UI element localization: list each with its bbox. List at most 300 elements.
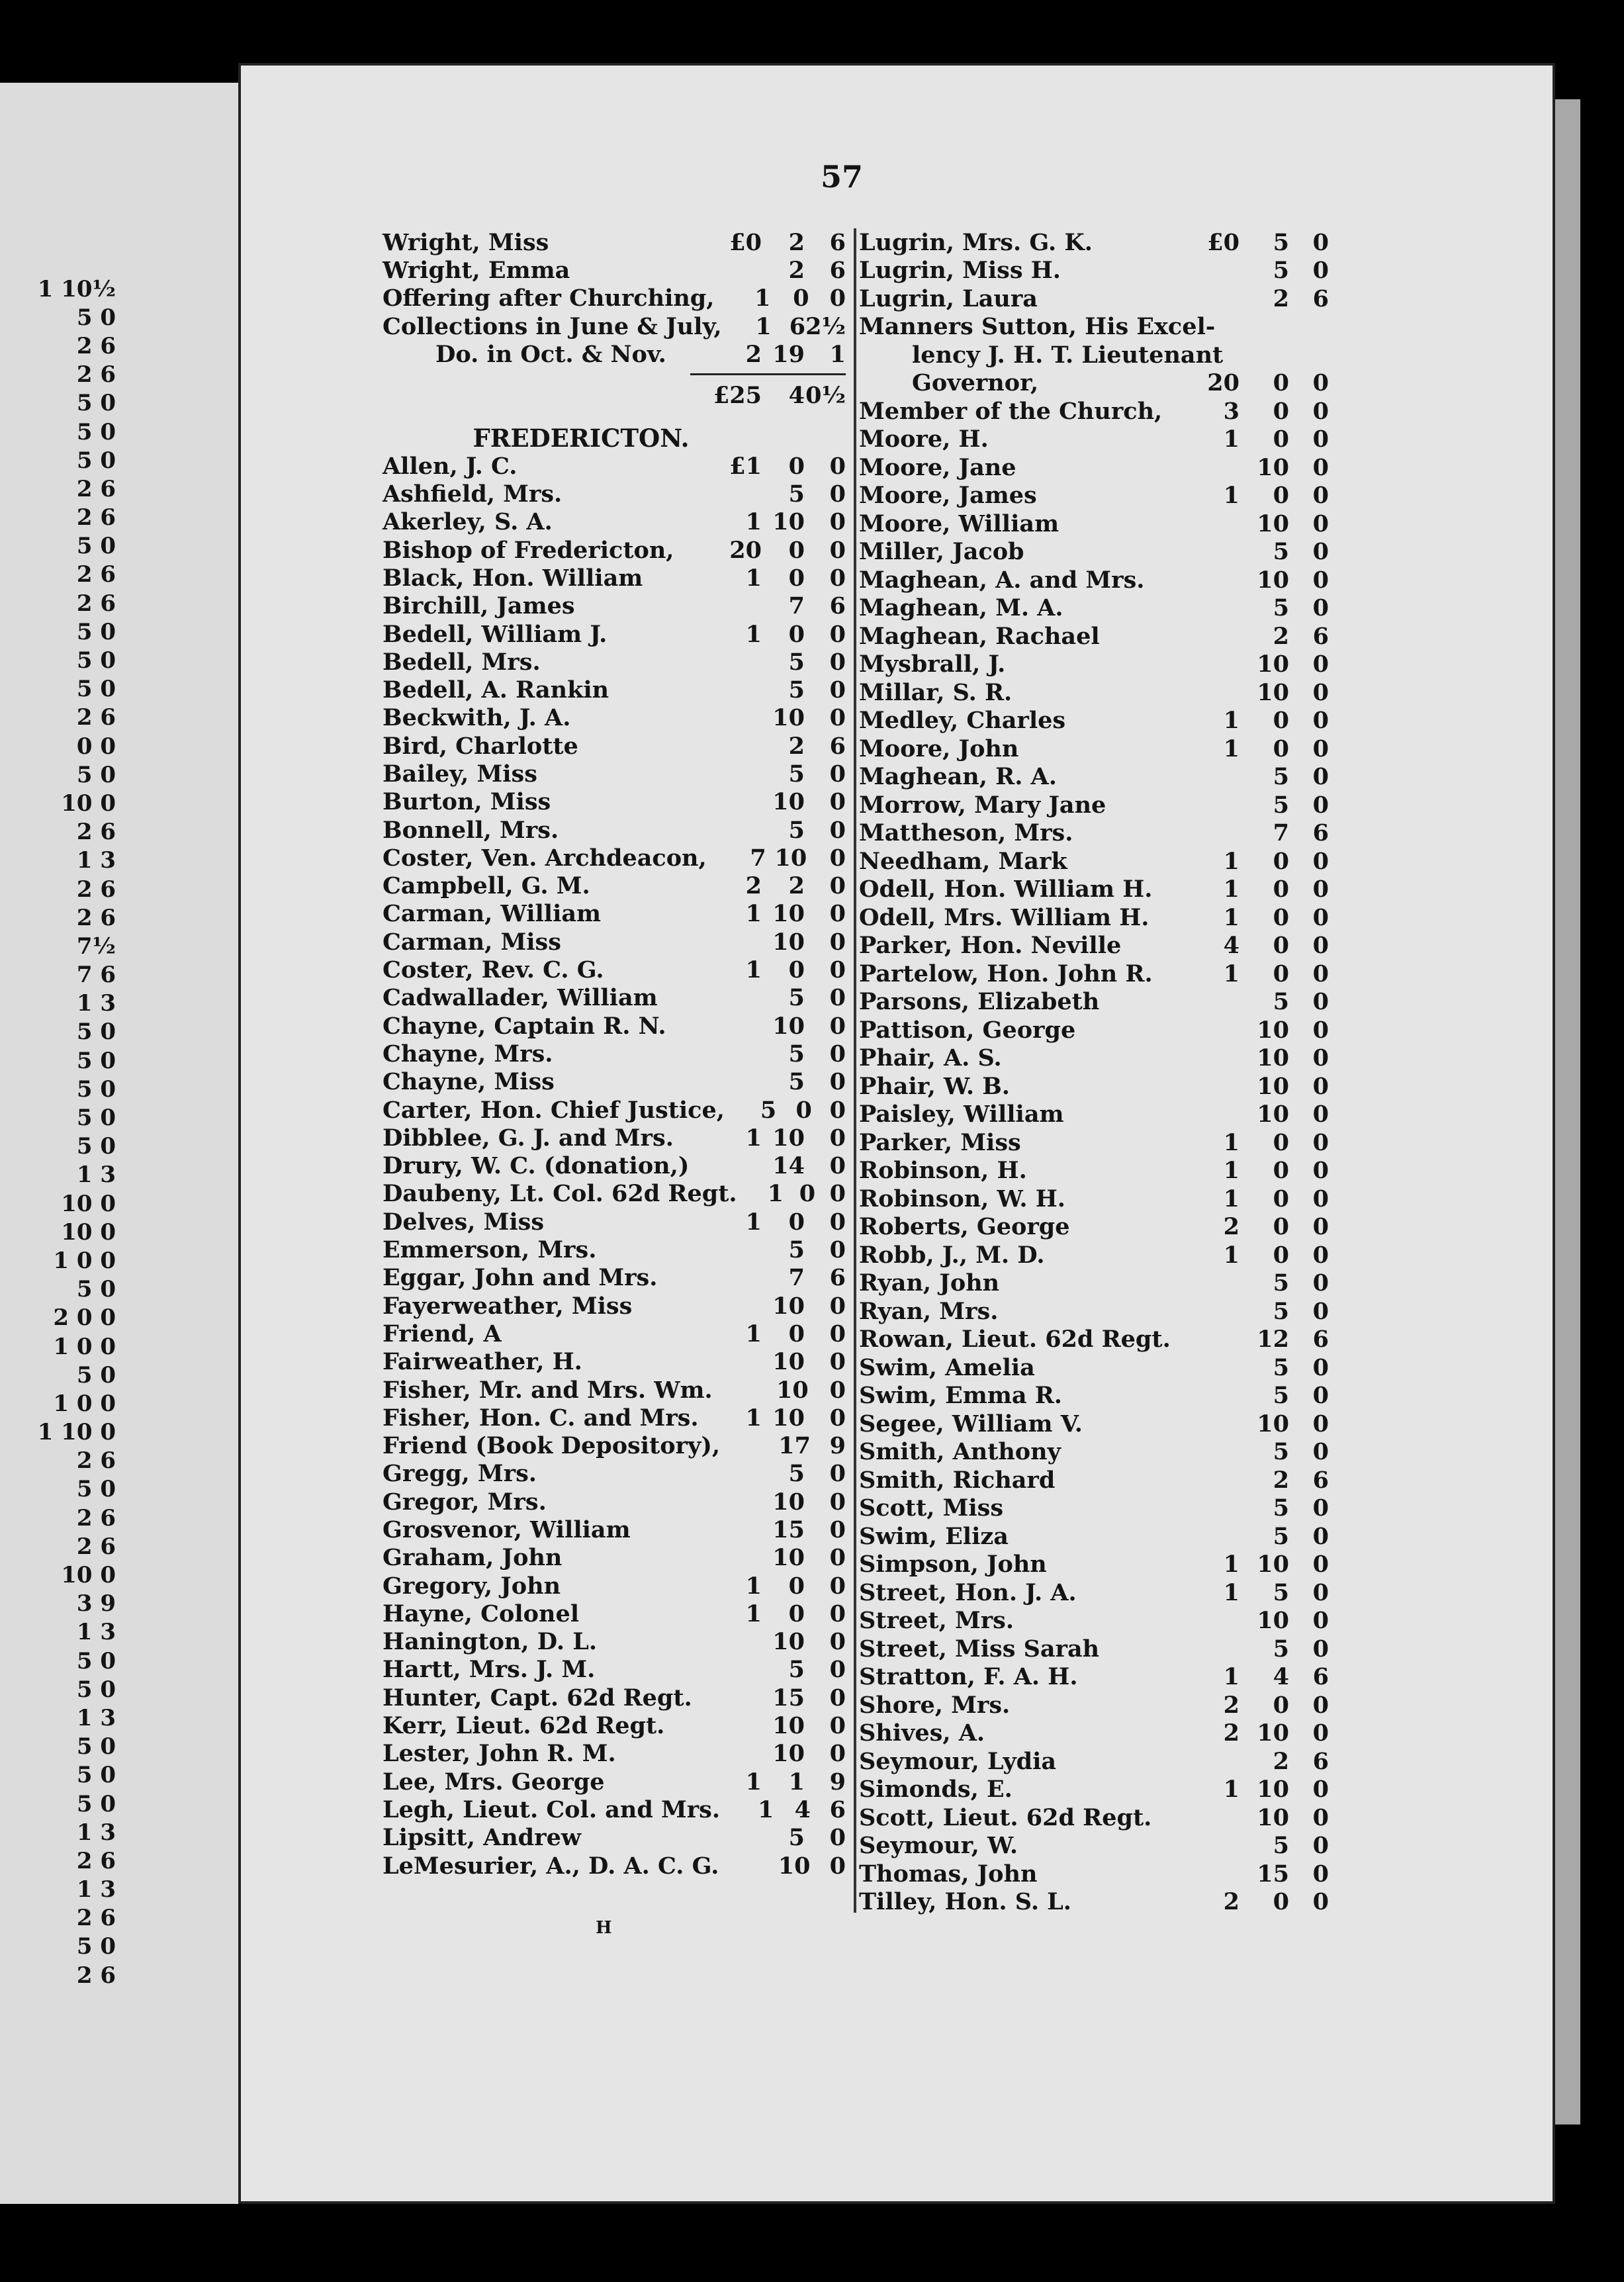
- subscriber-row: [383, 1824, 846, 1852]
- amount-shillings: 10: [772, 1488, 805, 1516]
- amount-shillings: 10: [774, 844, 807, 872]
- amount-pounds: £0: [1207, 228, 1240, 256]
- amount-shillings: 14: [772, 1152, 805, 1180]
- subscriber-name: Odell, Mrs. William H.: [859, 903, 1150, 931]
- subscriber-row: [859, 482, 1329, 510]
- subscriber-name: LeMesurier, A., D. A. C. G.: [383, 1852, 719, 1880]
- amount-shillings: 0: [1273, 960, 1289, 987]
- amount-pence: 0: [1312, 707, 1329, 735]
- subscriber-row: [859, 1410, 1329, 1438]
- left-page-amount: 1 0 0: [53, 1247, 116, 1274]
- left-page-amount: 5 0: [76, 304, 116, 331]
- subscriber-name: Needham, Mark: [859, 847, 1067, 875]
- subscriber-name: Ryan, John: [859, 1269, 1000, 1297]
- left-page-amount: 5 0: [76, 676, 116, 703]
- subscriber-row: [383, 956, 846, 983]
- subscriber-row: [859, 1326, 1329, 1354]
- amount-pence: 0: [1312, 678, 1329, 706]
- left-page-amount: 1 10½: [37, 275, 116, 302]
- amount-shillings: 4: [788, 382, 805, 410]
- subscriber-name: Fisher, Hon. C. and Mrs.: [383, 1404, 699, 1432]
- amount-pence: 0: [829, 1404, 846, 1432]
- subscriber-row: [859, 1691, 1329, 1719]
- amount-pounds: 2: [1223, 1691, 1240, 1719]
- amount-shillings: 10: [772, 1348, 805, 1376]
- amount-pounds: £1: [729, 452, 762, 480]
- amount-shillings: 10: [1257, 1803, 1289, 1831]
- amount-pence: 0: [1312, 566, 1329, 594]
- subscriber-name: Moore, James: [859, 482, 1037, 510]
- subscriber-row: [383, 1768, 846, 1796]
- subscriber-row: [383, 1124, 846, 1152]
- amount-shillings: 0: [795, 1096, 812, 1124]
- subscriber-row: [383, 844, 846, 872]
- amount-pence: 0: [829, 1236, 846, 1264]
- amount-shillings: 5: [1273, 763, 1289, 791]
- spacer: [383, 410, 846, 424]
- subscriber-name: Moore, Jane: [859, 453, 1016, 481]
- left-page-amount: 1 3: [76, 847, 116, 874]
- amount-shillings: 10: [1257, 1551, 1289, 1578]
- amount-shillings: 7: [1273, 819, 1289, 847]
- amount-pence: 0: [829, 1152, 846, 1180]
- amount-shillings: 10: [772, 508, 805, 536]
- subscriber-row: [383, 1236, 846, 1263]
- left-page-amount: 5 0: [76, 1647, 116, 1674]
- subscriber-name: Maghean, Rachael: [859, 622, 1100, 650]
- left-page-amount: 5 0: [76, 618, 116, 645]
- subscriber-name: Moore, William: [859, 510, 1060, 537]
- amount-pence: 0: [1312, 1635, 1329, 1663]
- amount-pounds: 1: [1223, 847, 1240, 875]
- left-page-amount: 10 0: [61, 790, 116, 817]
- amount-shillings: 0: [1273, 426, 1289, 453]
- left-page-amount: 1 3: [76, 1162, 116, 1189]
- amount-pence: 0: [1312, 538, 1329, 566]
- amount-pounds: 1: [745, 620, 762, 648]
- subscriber-row: [859, 1663, 1329, 1692]
- total-rule: [383, 368, 846, 381]
- subscriber-list-left: [383, 228, 846, 1880]
- amount-shillings: 10: [1257, 1101, 1289, 1128]
- amount-pence: 0: [829, 872, 846, 900]
- subscriber-row: [383, 285, 846, 312]
- left-page-amount: 5 0: [76, 1075, 116, 1103]
- subscriber-name: Thomas, John: [859, 1860, 1038, 1888]
- left-page-amount: 2 6: [76, 504, 116, 531]
- amount-shillings: 0: [799, 1180, 816, 1208]
- subscriber-name: Governor,: [912, 369, 1039, 397]
- subscriber-row: [383, 1404, 846, 1432]
- subscriber-row: [859, 285, 1329, 313]
- subscriber-row: [859, 763, 1329, 792]
- amount-shillings: 0: [1273, 1128, 1289, 1156]
- left-page-amount: 1 3: [76, 1876, 116, 1903]
- amount-shillings: 0: [1273, 847, 1289, 875]
- subscriber-row: [859, 1241, 1329, 1269]
- subscriber-row: [859, 1128, 1329, 1157]
- amount-pence: 0: [829, 1740, 846, 1768]
- amount-pounds: 2: [1223, 1719, 1240, 1747]
- amount-shillings: 10: [1257, 1044, 1289, 1072]
- amount-pounds: 1: [745, 956, 762, 984]
- amount-shillings: 0: [788, 1320, 805, 1347]
- subscriber-row: [859, 1578, 1329, 1607]
- amount-shillings: 5: [788, 984, 805, 1012]
- subscriber-name: Bedell, Mrs.: [383, 648, 541, 676]
- subscriber-row: [859, 960, 1329, 988]
- amount-pence: 0: [1312, 735, 1329, 762]
- subscriber-name: Street, Hon. J. A.: [859, 1578, 1077, 1606]
- subscriber-row: [383, 536, 846, 564]
- amount-pence: 0: [829, 1712, 846, 1740]
- subscriber-name: Daubeny, Lt. Col. 62d Regt.: [383, 1180, 737, 1208]
- subscriber-row: [859, 1832, 1329, 1860]
- subscriber-name: Odell, Hon. William H.: [859, 876, 1153, 903]
- subscriber-name: Dibblee, G. J. and Mrs.: [383, 1124, 674, 1152]
- subscriber-row: [383, 1068, 846, 1096]
- left-page-amount: 0 0: [76, 733, 116, 760]
- subscriber-name: Swim, Eliza: [859, 1522, 1009, 1550]
- subscriber-row: [859, 1269, 1329, 1298]
- subscriber-row: [383, 760, 846, 788]
- left-page-amount: 2 6: [76, 1504, 116, 1531]
- subscriber-row: [859, 1297, 1329, 1326]
- left-page-amount: 2 6: [76, 1447, 116, 1475]
- subscriber-name: Black, Hon. William: [383, 564, 643, 592]
- amount-pounds: 2: [1223, 1213, 1240, 1241]
- subscriber-row: [383, 1012, 846, 1040]
- amount-shillings: 0: [1273, 735, 1289, 762]
- subscriber-row: [383, 1096, 846, 1124]
- amount-pounds: 1: [1223, 903, 1240, 931]
- amount-shillings: 0: [1273, 1888, 1289, 1916]
- subscriber-name: Kerr, Lieut. 62d Regt.: [383, 1712, 665, 1740]
- amount-pence: 0: [829, 1292, 846, 1320]
- left-page-amount: 2 6: [76, 1847, 116, 1874]
- left-page-amount: 1 0 0: [53, 1390, 116, 1417]
- left-page-amount: 5 0: [76, 1733, 116, 1760]
- subscriber-row: [859, 1747, 1329, 1776]
- subscriber-name: Coster, Rev. C. G.: [383, 956, 604, 984]
- subscriber-name: Robinson, W. H.: [859, 1185, 1065, 1212]
- subscriber-row: [383, 704, 846, 732]
- subscriber-row: [383, 1488, 846, 1516]
- amount-pounds: 2: [745, 340, 762, 368]
- amount-pence: 0: [1312, 791, 1329, 819]
- subscriber-row: [859, 1016, 1329, 1044]
- subscriber-row: [383, 732, 846, 760]
- amount-shillings: 10: [1257, 566, 1289, 594]
- amount-pence: 0: [829, 900, 846, 928]
- amount-pence: 0: [829, 928, 846, 956]
- subscriber-row: [859, 1860, 1329, 1888]
- left-page-amount: 2 6: [76, 561, 116, 588]
- amount-pounds: 1: [745, 1768, 762, 1796]
- subscriber-name: Wright, Miss: [383, 228, 549, 256]
- amount-shillings: 0: [1273, 369, 1289, 397]
- subscriber-name: Collections in June & July,: [383, 312, 722, 340]
- left-page-amount: 1 3: [76, 990, 116, 1017]
- amount-shillings: 5: [788, 1460, 805, 1488]
- amount-shillings: 15: [1257, 1860, 1289, 1888]
- subscriber-row: [383, 1292, 846, 1320]
- subscriber-row: [383, 228, 846, 256]
- subscriber-name: Bishop of Fredericton,: [383, 536, 674, 564]
- subscriber-row: [383, 564, 846, 592]
- subscriber-name: Bonnell, Mrs.: [383, 816, 559, 844]
- amount-pence: 0: [1312, 369, 1329, 397]
- subscriber-name: Emmerson, Mrs.: [383, 1236, 597, 1264]
- amount-shillings: 0: [1273, 1241, 1289, 1269]
- left-page-amounts: [0, 275, 116, 1989]
- amount-pence: 0: [1312, 988, 1329, 1016]
- amount-shillings: 5: [788, 1068, 805, 1096]
- amount-shillings: 5: [1273, 538, 1289, 566]
- amount-pence: 0: [829, 1376, 846, 1404]
- amount-shillings: 15: [772, 1684, 805, 1712]
- amount-pounds: 1: [745, 900, 762, 928]
- left-page-amount: 5 0: [76, 761, 116, 788]
- subscriber-name: Bailey, Miss: [383, 760, 537, 788]
- amount-shillings: 0: [1273, 397, 1289, 425]
- amount-pence: 0: [1312, 1269, 1329, 1297]
- amount-pence: 6: [829, 732, 846, 760]
- amount-pence: 0: [829, 648, 846, 676]
- amount-shillings: 5: [1273, 257, 1289, 285]
- amount-pence: 2½: [805, 312, 846, 340]
- amount-shillings: 5: [1273, 1522, 1289, 1550]
- amount-shillings: 2: [1273, 622, 1289, 650]
- amount-pence: 0: [829, 704, 846, 732]
- subscriber-row: [383, 312, 846, 340]
- amount-pounds: 1: [767, 1180, 784, 1208]
- amount-pence: 0: [1312, 1353, 1329, 1381]
- amount-shillings: 0: [788, 1600, 805, 1627]
- subscriber-name: Chayne, Mrs.: [383, 1040, 553, 1068]
- amount-pence: 0: [1312, 1157, 1329, 1185]
- amount-shillings: 5: [1273, 791, 1289, 819]
- amount-shillings: 2: [1273, 285, 1289, 312]
- amount-shillings: 5: [1273, 1494, 1289, 1522]
- amount-pence: 6: [1312, 1747, 1329, 1775]
- subscriber-name: Medley, Charles: [859, 707, 1066, 735]
- amount-pence: 0: [1312, 763, 1329, 791]
- subscriber-row: [859, 1072, 1329, 1101]
- subscriber-name: Swim, Amelia: [859, 1353, 1035, 1381]
- amount-pounds: 1: [1223, 1157, 1240, 1185]
- amount-pence: 9: [829, 1768, 846, 1796]
- amount-shillings: 10: [772, 1124, 805, 1152]
- amount-pounds: 1: [1223, 482, 1240, 510]
- amount-shillings: 5: [1273, 594, 1289, 622]
- amount-pence: 0: [1312, 1072, 1329, 1100]
- subscriber-name: Maghean, M. A.: [859, 594, 1063, 622]
- amount-pounds: 1: [1223, 1128, 1240, 1156]
- amount-pounds: 1: [1223, 1776, 1240, 1803]
- amount-pence: 0: [829, 1068, 846, 1096]
- subscriber-name: Birchill, James: [383, 592, 575, 620]
- amount-pence: 6: [829, 1264, 846, 1292]
- subscriber-name: Hayne, Colonel: [383, 1600, 580, 1627]
- amount-shillings: 10: [1257, 453, 1289, 481]
- signature-mark: H: [596, 1918, 612, 1938]
- subscriber-name: Carman, Miss: [383, 928, 561, 956]
- amount-pounds: £0: [729, 228, 762, 256]
- amount-pence: 0: [829, 1012, 846, 1040]
- subscriber-row: [383, 1040, 846, 1068]
- subscriber-name: Carter, Hon. Chief Justice,: [383, 1096, 725, 1124]
- amount-shillings: 10: [772, 928, 805, 956]
- amount-pounds: 1: [1223, 876, 1240, 903]
- amount-pounds: 1: [755, 312, 772, 340]
- amount-pence: 0½: [805, 382, 846, 410]
- amount-pence: 0: [829, 1096, 846, 1124]
- amount-shillings: 10: [772, 1292, 805, 1320]
- left-page-amount: 5 0: [76, 1019, 116, 1046]
- amount-shillings: 10: [772, 1404, 805, 1432]
- subscriber-row: [383, 1712, 846, 1739]
- subscriber-name: Segee, William V.: [859, 1410, 1083, 1438]
- amount-pence: 0: [1312, 847, 1329, 875]
- subscriber-row: [383, 1376, 846, 1404]
- subscriber-name: Phair, A. S.: [859, 1044, 1002, 1072]
- subscriber-row: [383, 1600, 846, 1627]
- amount-shillings: 4: [794, 1796, 811, 1823]
- amount-pounds: 3: [1223, 397, 1240, 425]
- subscriber-name: Smith, Richard: [859, 1466, 1056, 1494]
- amount-pence: 0: [829, 1572, 846, 1600]
- subscriber-name: Chayne, Captain R. N.: [383, 1012, 666, 1040]
- subscriber-row: [859, 678, 1329, 707]
- amount-pounds: 1: [745, 1572, 762, 1600]
- subscriber-name: Chayne, Miss: [383, 1068, 555, 1096]
- amount-shillings: 17: [778, 1432, 811, 1460]
- subscriber-row: [383, 788, 846, 816]
- amount-shillings: 0: [788, 1208, 805, 1236]
- section-title: FREDERICTON.: [473, 423, 690, 453]
- subscriber-row: [383, 1628, 846, 1656]
- subscriber-row: [383, 1180, 846, 1208]
- amount-pence: 0: [1312, 1607, 1329, 1635]
- section-heading: [383, 424, 846, 452]
- amount-pence: 0: [829, 620, 846, 648]
- amount-pence: 6: [829, 256, 846, 284]
- amount-shillings: 2: [788, 732, 805, 760]
- amount-pence: 0: [1312, 257, 1329, 285]
- subscriber-row: [383, 592, 846, 620]
- subscriber-name: lency J. H. T. Lieutenant: [912, 341, 1224, 369]
- left-page-amount: 2 6: [76, 1962, 116, 1989]
- amount-pounds: 1: [1223, 1551, 1240, 1578]
- amount-shillings: 0: [1273, 1185, 1289, 1212]
- left-page-amount: 5 0: [76, 1676, 116, 1703]
- amount-shillings: 10: [1257, 1607, 1289, 1635]
- left-page-amount: 1 3: [76, 1619, 116, 1646]
- subscriber-name: Parker, Hon. Neville: [859, 932, 1122, 960]
- subscriber-name: Smith, Anthony: [859, 1438, 1061, 1466]
- left-page-amount: 5 0: [76, 390, 116, 417]
- subscriber-name: Simpson, John: [859, 1551, 1047, 1578]
- subscriber-name: Lugrin, Miss H.: [859, 257, 1061, 285]
- amount-shillings: 7: [788, 592, 805, 620]
- left-page-amount: 5 0: [76, 1762, 116, 1789]
- amount-shillings: 5: [1273, 1438, 1289, 1466]
- amount-pence: 0: [1312, 1016, 1329, 1044]
- subscriber-row: [383, 1516, 846, 1543]
- amount-shillings: 10: [1257, 1072, 1289, 1100]
- subscriber-row: [859, 566, 1329, 594]
- amount-pence: 0: [829, 1124, 846, 1152]
- subscriber-row: [859, 1776, 1329, 1804]
- amount-pounds: £25: [713, 382, 762, 410]
- subscriber-name: Roberts, George: [859, 1213, 1070, 1241]
- amount-pence: 0: [1312, 1044, 1329, 1072]
- left-page-amount: 7½: [76, 933, 116, 960]
- subscriber-name: Ryan, Mrs.: [859, 1297, 999, 1325]
- amount-shillings: 5: [1273, 1353, 1289, 1381]
- subscriber-name: Campbell, G. M.: [383, 872, 590, 900]
- subscriber-row: [859, 538, 1329, 567]
- subscriber-row: [383, 1796, 846, 1823]
- subscriber-row: [383, 1460, 846, 1488]
- subscriber-row: [859, 988, 1329, 1017]
- subscriber-name: Fayerweather, Miss: [383, 1292, 633, 1320]
- subscriber-name: Ashfield, Mrs.: [383, 480, 563, 508]
- subscriber-name: Paisley, William: [859, 1101, 1064, 1128]
- amount-shillings: 0: [1273, 932, 1289, 960]
- subscriber-name: Robinson, H.: [859, 1157, 1027, 1185]
- subscriber-row: [859, 1157, 1329, 1185]
- amount-shillings: 7: [788, 1264, 805, 1292]
- left-page-amount: 2 6: [76, 876, 116, 903]
- subscriber-row: [859, 1185, 1329, 1213]
- amount-pence: 0: [829, 452, 846, 480]
- amount-pence: 6: [1312, 1326, 1329, 1353]
- amount-pence: 0: [829, 285, 846, 312]
- subscriber-name: Phair, W. B.: [859, 1072, 1010, 1100]
- amount-shillings: 6: [789, 312, 806, 340]
- subscriber-name: Maghean, R. A.: [859, 763, 1057, 791]
- subscriber-row: [383, 1544, 846, 1572]
- subscriber-name: Legh, Lieut. Col. and Mrs.: [383, 1796, 721, 1823]
- amount-pence: 6: [829, 228, 846, 256]
- subscriber-name: Grosvenor, William: [383, 1516, 631, 1543]
- subscriber-row: [859, 1635, 1329, 1663]
- subscriber-row: [383, 452, 846, 480]
- subscriber-row: [859, 876, 1329, 904]
- amount-pence: 0: [1312, 1128, 1329, 1156]
- subscriber-row: [859, 1213, 1329, 1242]
- amount-pence: 0: [1312, 1241, 1329, 1269]
- subscriber-row: [383, 648, 846, 676]
- subscriber-row: [383, 1348, 846, 1376]
- amount-pence: 6: [1312, 622, 1329, 650]
- amount-shillings: 10: [772, 900, 805, 928]
- amount-shillings: 0: [1273, 1157, 1289, 1185]
- subscriber-row: [859, 622, 1329, 651]
- amount-shillings: 10: [772, 704, 805, 732]
- amount-pence: 0: [1312, 426, 1329, 453]
- subscriber-row: [383, 676, 846, 704]
- amount-pence: 0: [1312, 510, 1329, 537]
- subscriber-row: [859, 257, 1329, 285]
- subscriber-row: [859, 1353, 1329, 1382]
- amount-pounds: 1: [745, 1600, 762, 1627]
- subscriber-row: [383, 620, 846, 648]
- subscriber-name: Scott, Miss: [859, 1494, 1004, 1522]
- left-page-amount: 2 6: [76, 1533, 116, 1560]
